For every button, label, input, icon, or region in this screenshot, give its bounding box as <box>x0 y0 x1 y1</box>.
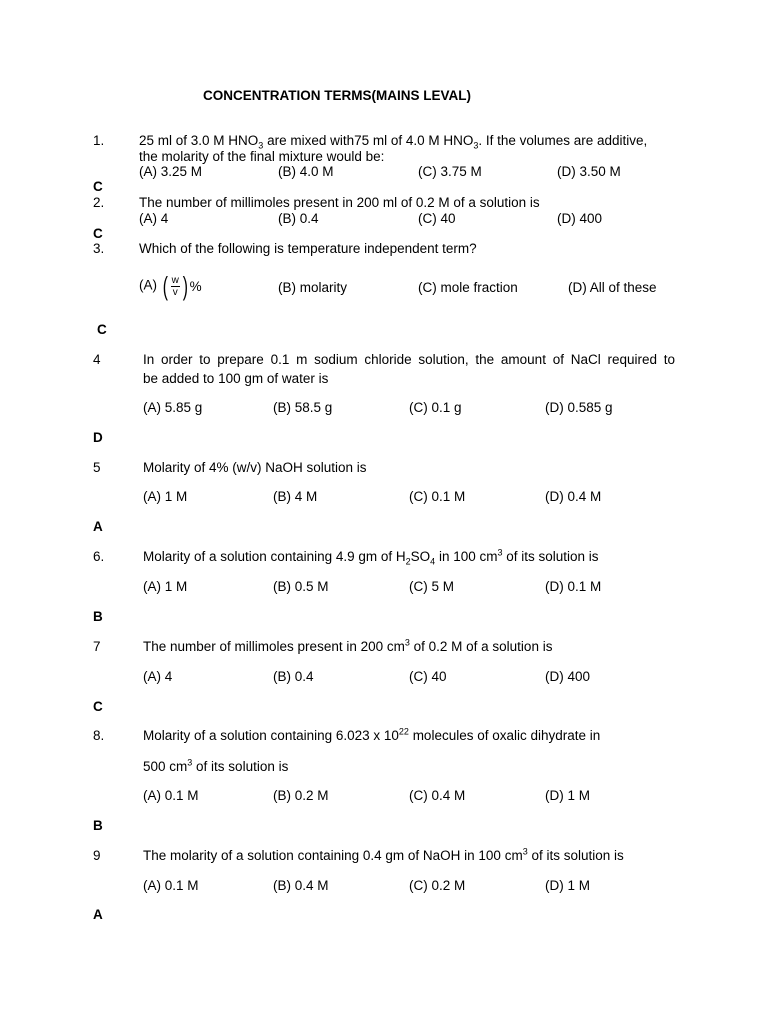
question-number: 4 <box>93 352 101 367</box>
superscript: 3 <box>497 547 503 558</box>
option-label: (C) 0.2 M <box>409 878 466 893</box>
answer-option <box>139 164 202 179</box>
fraction <box>171 275 180 298</box>
text-run: The number of millimoles present in 200 ml of 0.2 M of a solution is <box>139 195 540 210</box>
option-label: (A) 4 <box>139 211 169 226</box>
text-run: are mixed with75 ml of 4.0 M HNO <box>263 133 474 148</box>
answer-key: C <box>97 322 107 337</box>
option-label: (A) 0.1 M <box>143 788 199 803</box>
superscript: 3 <box>404 637 410 648</box>
text-run: of its solution is <box>192 759 289 774</box>
option-label: (B) 58.5 g <box>273 400 333 415</box>
subscript: 3 <box>473 140 479 151</box>
answer-option <box>557 211 602 226</box>
question-number: 8. <box>93 728 105 743</box>
answer-option <box>139 273 202 299</box>
answer-key: C <box>93 226 103 241</box>
right-paren: ) <box>182 271 188 301</box>
denominator: v <box>172 286 178 298</box>
answer-key: B <box>93 609 103 624</box>
option-label: (C) 0.1 g <box>409 400 462 415</box>
text-run: Molarity of a solution containing 6.023 x 10 <box>143 728 399 743</box>
question-text <box>143 728 600 743</box>
answer-option <box>545 669 590 684</box>
text-run: Which of the following is temperature independent term? <box>139 241 477 256</box>
text-run: 500 cm <box>143 759 188 774</box>
answer-option <box>143 669 172 684</box>
option-label: (B) 0.4 <box>273 669 314 684</box>
text-run: the molarity of the final mixture would be: <box>139 149 385 164</box>
answer-option <box>545 579 601 594</box>
answer-option <box>409 669 447 684</box>
question-number: 7 <box>93 639 101 654</box>
subscript: 2 <box>405 556 411 567</box>
option-label: (A) 3.25 M <box>139 164 203 179</box>
option-label: (D) 0.1 M <box>545 579 602 594</box>
answer-option <box>278 164 334 179</box>
text-run: Molarity of a solution containing 4.9 gm of H <box>143 549 406 564</box>
answer-option <box>273 788 329 803</box>
answer-option <box>545 400 613 415</box>
option-label: (D) 400 <box>557 211 603 226</box>
answer-option <box>418 211 456 226</box>
option-label: (C) 0.1 M <box>409 489 466 504</box>
question-number: 9 <box>93 848 101 863</box>
option-label: (C) 3.75 M <box>418 164 482 179</box>
answer-option <box>409 878 465 893</box>
text-run: The molarity of a solution containing 0.4 gm of NaOH in 100 cm <box>143 848 523 863</box>
question-text <box>139 149 384 164</box>
answer-option <box>545 489 601 504</box>
text-run: SO <box>410 549 431 564</box>
option-label: (C) mole fraction <box>418 280 518 295</box>
option-label: (C) 0.4 M <box>409 788 466 803</box>
text-run: In order to prepare 0.1 m sodium chloride solution, the amount of NaCl required to <box>143 352 675 367</box>
option-label: (D) 400 <box>545 669 591 684</box>
option-label: (D) 0.4 M <box>545 489 602 504</box>
option-label: (A) 4 <box>143 669 173 684</box>
question-number: 1. <box>93 133 105 148</box>
option-label: (A) 5.85 g <box>143 400 203 415</box>
answer-option <box>273 400 332 415</box>
answer-key: B <box>93 818 103 833</box>
question-text <box>143 759 288 774</box>
text-run: molecules of oxalic dihydrate in <box>408 728 601 743</box>
answer-option <box>545 788 590 803</box>
answer-option <box>409 788 465 803</box>
text-run: The number of millimoles present in 200 cm <box>143 639 405 654</box>
answer-option <box>143 579 187 594</box>
option-label: (D) All of these <box>568 280 657 295</box>
option-label: (B) 4 M <box>273 489 318 504</box>
answer-option <box>273 669 314 684</box>
question-text <box>143 371 675 386</box>
option-label: (A) <box>139 277 157 293</box>
answer-option <box>273 878 329 893</box>
answer-option <box>273 579 329 594</box>
subscript: 3 <box>258 140 264 151</box>
question-text <box>143 639 552 654</box>
answer-option <box>418 164 482 179</box>
answer-option <box>143 788 199 803</box>
numerator: w <box>171 274 179 286</box>
percent-sign: % <box>189 278 202 294</box>
subscript: 4 <box>430 556 436 567</box>
option-label: (D) 3.50 M <box>557 164 621 179</box>
page-title: CONCENTRATION TERMS(MAINS LEVAL) <box>203 88 471 103</box>
answer-option <box>568 280 657 295</box>
answer-key: C <box>93 179 103 194</box>
question-number: 2. <box>93 195 105 210</box>
text-run: Molarity of 4% (w/v) NaOH solution is <box>143 460 367 475</box>
option-label: (C) 40 <box>418 211 456 226</box>
fraction-expression <box>161 273 202 299</box>
option-label: (C) 5 M <box>409 579 454 594</box>
option-label: (B) molarity <box>278 280 348 295</box>
option-label: (A) 0.1 M <box>143 878 199 893</box>
answer-option <box>273 489 317 504</box>
question-text <box>143 547 599 567</box>
option-label: (D) 0.585 g <box>545 400 613 415</box>
superscript: 3 <box>187 757 193 768</box>
answer-key: D <box>93 430 103 445</box>
text-run: be added to 100 gm of water is <box>143 371 329 386</box>
answer-option <box>143 878 199 893</box>
question-number: 6. <box>93 549 105 564</box>
answer-key: A <box>93 519 103 534</box>
left-paren: ( <box>162 271 168 301</box>
question-text <box>139 133 648 151</box>
question-text <box>139 195 540 210</box>
answer-option <box>409 489 465 504</box>
question-text <box>139 241 477 256</box>
option-label: (C) 40 <box>409 669 447 684</box>
option-label: (A) 1 M <box>143 579 188 594</box>
text-run: of 0.2 M of a solution is <box>409 639 553 654</box>
answer-option <box>545 878 590 893</box>
question-text <box>143 460 367 475</box>
answer-key: C <box>93 699 103 714</box>
text-run: in 100 cm <box>435 549 498 564</box>
answer-option <box>143 489 187 504</box>
answer-option <box>278 280 347 295</box>
answer-option <box>418 280 518 295</box>
option-label: (B) 0.5 M <box>273 579 329 594</box>
answer-key: A <box>93 907 103 922</box>
answer-option <box>409 400 462 415</box>
option-label: (B) 0.4 <box>278 211 319 226</box>
question-number: 5 <box>93 460 101 475</box>
question-text <box>143 848 624 863</box>
text-run: of its solution is <box>527 848 624 863</box>
option-label: (B) 0.4 M <box>273 878 329 893</box>
answer-option <box>409 579 454 594</box>
option-label: (D) 1 M <box>545 788 590 803</box>
superscript: 3 <box>522 846 528 857</box>
answer-option <box>139 211 168 226</box>
option-label: (B) 4.0 M <box>278 164 334 179</box>
question-text <box>143 352 675 367</box>
text-run: . If the volumes are additive, <box>478 133 648 148</box>
text-run: 25 ml of 3.0 M HNO <box>139 133 259 148</box>
text-run: of its solution is <box>502 549 599 564</box>
option-label: (B) 0.2 M <box>273 788 329 803</box>
answer-option <box>557 164 621 179</box>
superscript: 22 <box>398 726 409 737</box>
answer-option <box>143 400 202 415</box>
option-label: (A) 1 M <box>143 489 188 504</box>
question-number: 3. <box>93 241 105 256</box>
option-label: (D) 1 M <box>545 878 590 893</box>
answer-option <box>278 211 319 226</box>
